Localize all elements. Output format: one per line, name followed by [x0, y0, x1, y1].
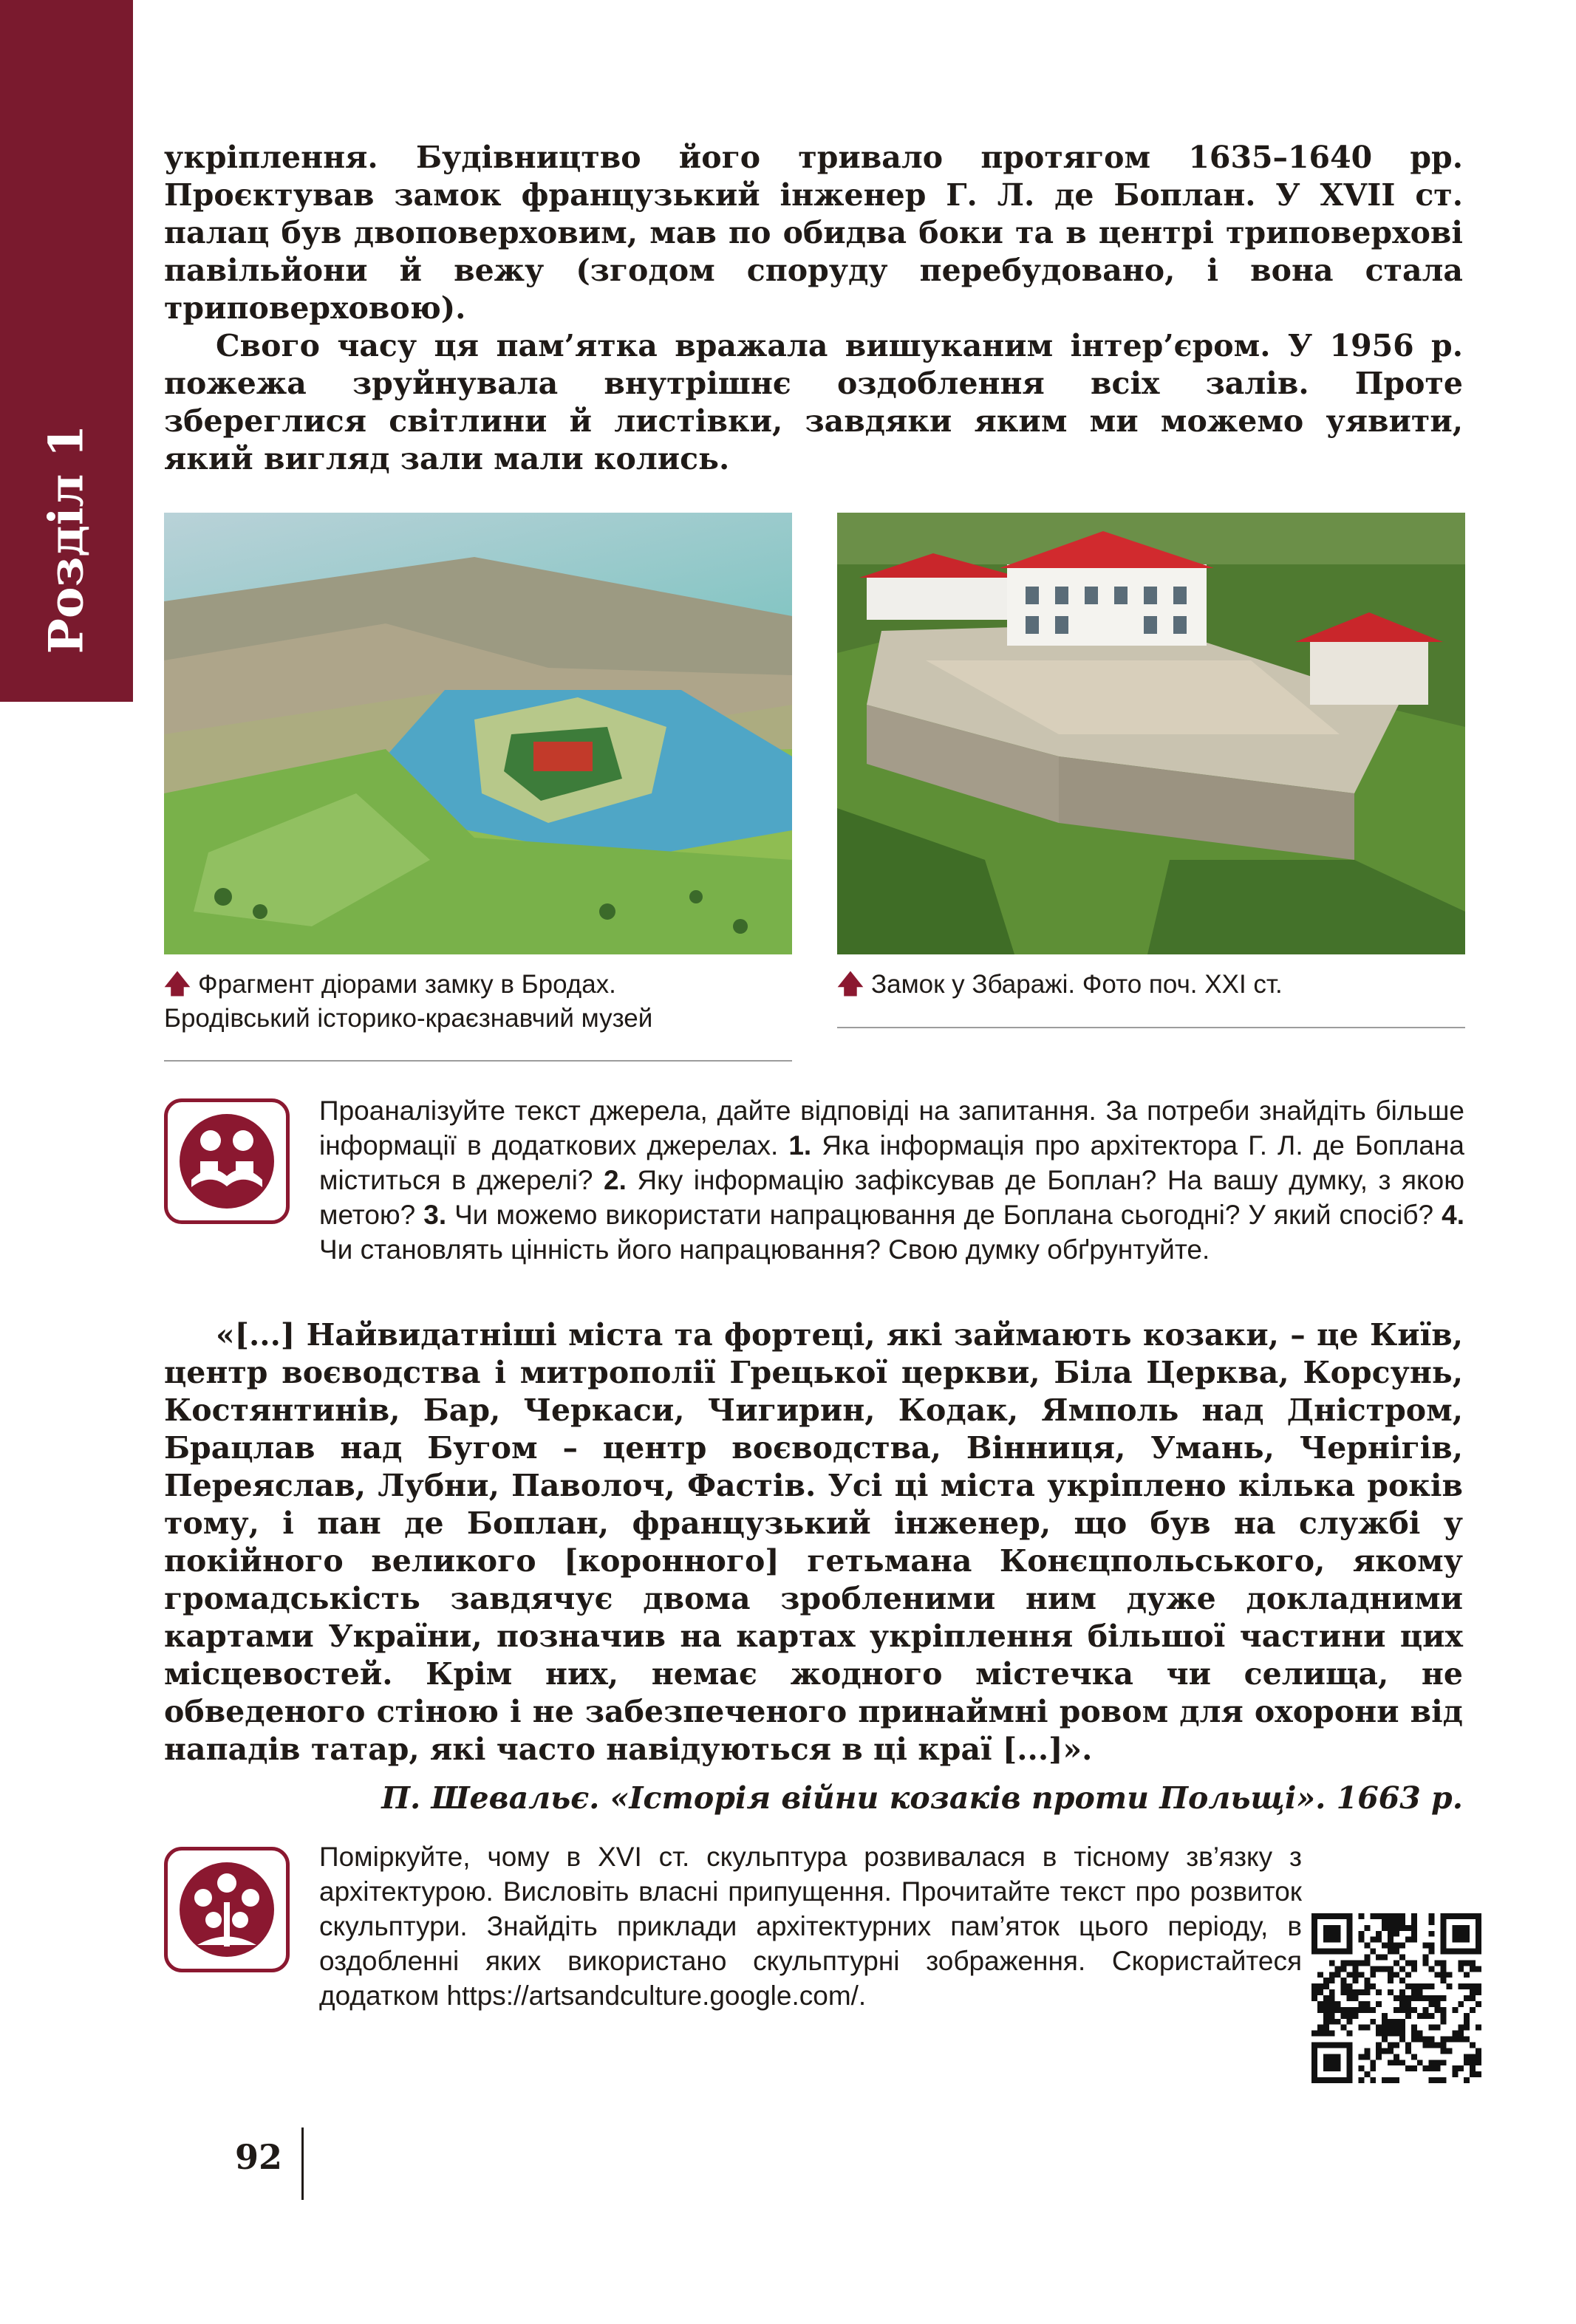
paragraph-2: Свого часу ця пам’ятка вражала вишуканим інтер’єром. У 1956 р. пожежа зруйнувала внутрішнє оздоблення всіх залів. Проте збереглися світлини й листівки, завдяки яким ми можемо уявити, який вигляд зали мали колись. [164, 328, 1463, 476]
up-arrow-icon: 🡅 [164, 970, 191, 999]
paragraph-1: укріплення. Будівництво його тривало протягом 1635–1640 рр. Проєктував замок французький інженер Г. Л. де Боплан. У XVII ст. палац був двоповерховим, мав по обидва боки та в центрі триповерхові павільйони й вежу (згодом споруду перебудовано, і вона стала триповерховою). [164, 140, 1463, 326]
figure-2-caption [837, 968, 1465, 1002]
question-1: Яка інформація про архітектора Г. Л. де Боплана міститься в джерелі? [319, 1130, 1464, 1195]
figure-1-caption-line1: Фрагмент діорами замку в Бродах. [197, 970, 616, 999]
diorama-photo [164, 513, 792, 954]
section-tab [0, 0, 133, 702]
source-quote: «[...] Найвидатніші міста та фортеці, які займають козаки, – це Київ, центр воєводства і митрополії Грецької церкви, Біла Церква, Корсунь, Костянтинів, Бар, Черкаси, Чигирин, Кодак, Ямполь над Дністром, Брацлав над Бугом – центр воєводства, Вінниця, Умань, Чернігів, Переяслав, Лубни, Паволоч, Фастів. Усі ці міста укріплено кілька років тому, і пан де Боплан, французький інженер, що був на службі у покійного великого [коронного] гетьмана Конєцпольського, якому громадськість завдячує двома зробленими ним дуже докладними картами України, позначив на картах укріплення більшої частини цих місцевостей. Крім них, немає жодного містечка чи селища, не обведеного стіною і не забезпеченого принаймні ровом для охорони від нападів татар, які часто навідуються в ці краї [...]». [164, 1317, 1463, 1767]
qr-code-icon[interactable] [1311, 1913, 1481, 2083]
page-number-divider [301, 2128, 304, 2200]
question-3: Чи можемо використати напрацювання де Боплана сьогодні? У який спосіб? [446, 1200, 1442, 1230]
question-number: 4. [1442, 1200, 1464, 1230]
castle-photo [837, 513, 1465, 954]
question-number: 3. [423, 1200, 447, 1230]
question-number: 1. [788, 1130, 812, 1161]
question-2: Яку інформацію зафіксував де Боплан? На вашу думку, з якою метою? [319, 1165, 1464, 1230]
figure-2-caption-line1: Замок у Збаражі. Фото поч. XXI ст. [870, 970, 1283, 999]
task-2-text: Поміркуйте, чому в XVI ст. скульптура розвивалася в тісному зв’язку з архітектурою. Висловіть власні припущення. Прочитайте текст про розвиток скульптури. Знайдіть приклади архітектурних пам’яток цього періоду, в оздобленні яких використано скульптурні зображення. Скористайтеся додатком https://artsandculture.google.com/. [319, 1842, 1302, 2011]
quote-attribution: П. Шевальє. «Історія війни козаків проти Польщі». 1663 р. [381, 1780, 1463, 1816]
task-1-text [319, 1093, 1464, 1267]
section-label: Розділ 1 [38, 424, 95, 655]
caption-divider [164, 1060, 792, 1062]
figure-1-caption-line2: Бродівський історико-краєзнавчий музей [164, 1004, 653, 1033]
reading-people-icon [164, 1098, 290, 1224]
tree-people-icon [164, 1847, 290, 1972]
up-arrow-icon: 🡅 [837, 970, 864, 999]
question-number: 2. [604, 1165, 627, 1195]
figure-1-caption [164, 968, 792, 1036]
page-number: 92 [235, 2137, 283, 2177]
question-4: Чи становлять цінність його напрацювання? Свою думку обґрунтуйте. [319, 1234, 1210, 1265]
task-1-intro: Проаналізуйте текст джерела, дайте відповіді на запитання. За потреби знайдіть більше інформації в додаткових джерелах. [319, 1096, 1464, 1161]
caption-divider [837, 1027, 1465, 1028]
